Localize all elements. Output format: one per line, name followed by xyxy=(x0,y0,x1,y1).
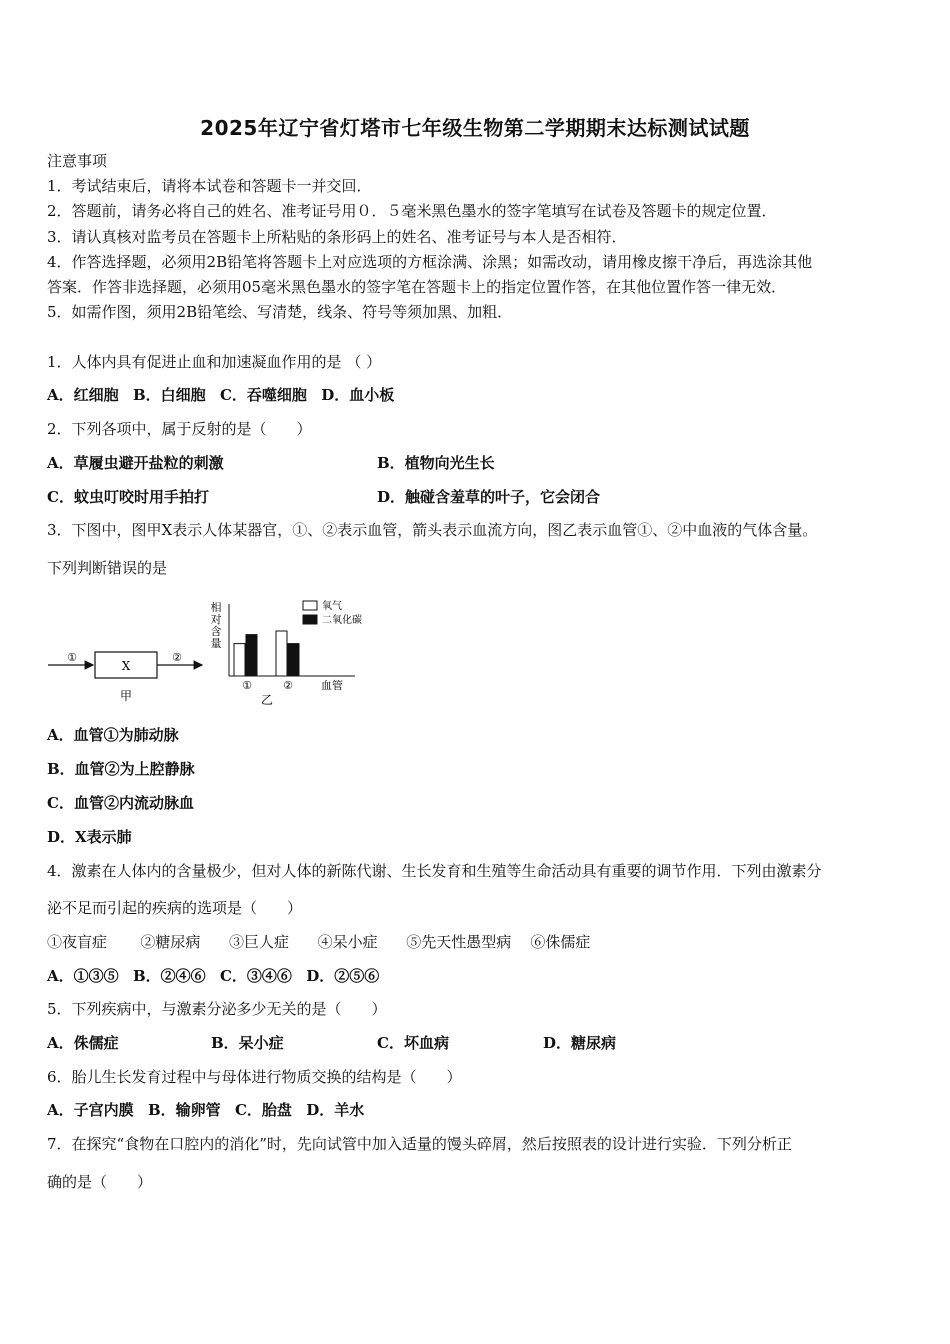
figure-jia xyxy=(45,640,205,708)
y-axis-char: 相 xyxy=(210,601,222,614)
option-c: C．胎盘 xyxy=(234,1101,292,1119)
question-4-stem: 4．激素在人体内的含量极少，但对人体的新陈代谢、生长发育和生殖等生命活动具有重要的调节作用．下列由激素分 xyxy=(47,862,822,880)
option-d: D．X表示肺 xyxy=(47,828,132,846)
question-7-stem-cont: 确的是（ ） xyxy=(47,1173,153,1191)
option-b: B．输卵管 xyxy=(147,1101,221,1119)
disease-item: ③巨人症 xyxy=(229,933,290,951)
bar-oxygen-vessel-1 xyxy=(234,644,245,676)
figure-yi-caption: 乙 xyxy=(260,693,274,707)
organ-x-label: X xyxy=(121,659,131,673)
option-d: D．触碰含羞草的叶子，它会闭合 xyxy=(377,488,601,506)
legend-co2-label: 二氧化碳 xyxy=(322,615,362,626)
disease-item: ⑥侏儒症 xyxy=(530,933,591,951)
option-b: B．②④⑥ xyxy=(132,967,206,985)
question-6-options xyxy=(47,1100,364,1120)
option-c: C．血管②内流动脉血 xyxy=(47,794,194,812)
x-tick-1: ① xyxy=(242,679,252,692)
question-6-stem: 6．胎儿生长发育过程中与母体进行物质交换的结构是（ ） xyxy=(47,1068,462,1086)
option-b: B．呆小症 xyxy=(211,1034,284,1052)
page-title: 2025年辽宁省灯塔市七年级生物第二学期期末达标测试试题 xyxy=(200,116,750,140)
option-d: D．羊水 xyxy=(306,1101,365,1119)
x-tick-2: ② xyxy=(283,679,293,692)
option-a: A．侏儒症 xyxy=(47,1034,119,1052)
vessel-2-label: ② xyxy=(172,651,182,664)
question-1-stem: 1．人体内具有促进止血和加速凝血作用的是 （ ） xyxy=(47,353,382,371)
disease-item: ②糖尿病 xyxy=(140,933,201,951)
notice-item: 答案．作答非选择题，必须用05毫米黑色墨水的签字笔在答题卡上的指定位置作答，在其他位置作答一律无效． xyxy=(47,278,787,296)
legend-oxygen-swatch xyxy=(303,601,317,610)
question-4-stem-cont: 泌不足而引起的疾病的选项是（ ） xyxy=(47,899,303,917)
question-5-stem: 5．下列疾病中，与激素分泌多少无关的是（ ） xyxy=(47,1000,387,1018)
option-c: C．坏血病 xyxy=(377,1034,449,1052)
y-axis-char: 对 xyxy=(210,613,222,626)
figure-yi-chart xyxy=(205,598,390,708)
disease-item: ①夜盲症 xyxy=(47,933,108,951)
legend-oxygen-label: 氧气 xyxy=(322,601,342,612)
disease-list xyxy=(47,932,590,952)
option-a: A．子宫内膜 xyxy=(47,1101,134,1119)
option-a: A．①③⑤ xyxy=(47,967,119,985)
question-4-options xyxy=(47,966,379,986)
option-c: C．③④⑥ xyxy=(219,967,292,985)
y-axis-char: 量 xyxy=(210,637,222,650)
option-d: D．糖尿病 xyxy=(543,1034,617,1052)
notice-item: 1．考试结束后，请将本试卷和答题卡一并交回． xyxy=(47,177,372,195)
notice-item: 3．请认真核对监考员在答题卡上所粘贴的条形码上的姓名、准考证号与本人是否相符． xyxy=(47,228,627,246)
option-a: A．血管①为肺动脉 xyxy=(47,726,179,744)
disease-item: ⑤先天性愚型病 xyxy=(406,933,512,951)
notice-item: 4．作答选择题，必须用2B铅笔将答题卡上对应选项的方框涂满、涂黑；如需改动，请用橡皮擦干净后，再选涂其他 xyxy=(47,253,813,271)
option-c: C．吞噬细胞 xyxy=(219,386,307,404)
notice-heading: 注意事项 xyxy=(47,152,108,170)
bar-co2-vessel-2 xyxy=(288,644,299,676)
option-b: B．血管②为上腔静脉 xyxy=(47,760,195,778)
question-3-stem: 3．下图中，图甲X表示人体某器官，①、②表示血管，箭头表示血流方向，图乙表示血管①、②中血液的气体含量。 xyxy=(47,521,818,539)
disease-item: ④呆小症 xyxy=(317,933,378,951)
option-d: D．②⑤⑥ xyxy=(306,967,380,985)
option-d: D．血小板 xyxy=(321,386,395,404)
bar-co2-vessel-1 xyxy=(246,635,257,676)
option-a: A．红细胞 xyxy=(47,386,119,404)
bar-oxygen-vessel-2 xyxy=(276,631,287,676)
question-3-stem-cont: 下列判断错误的是 xyxy=(47,559,168,577)
option-a: A．草履虫避开盐粒的刺激 xyxy=(47,454,224,472)
notice-item: 2．答题前，请务必将自己的姓名、准考证号用０．５毫米黑色墨水的签字笔填写在试卷及答题卡的规定位置． xyxy=(47,202,777,220)
question-2-stem: 2．下列各项中，属于反射的是（ ） xyxy=(47,420,312,438)
option-b: B．白细胞 xyxy=(132,386,206,404)
question-7-stem: 7．在探究“食物在口腔内的消化”时，先向试管中加入适量的馒头碎屑，然后按照表的设计进行实验．下列分析正 xyxy=(47,1135,792,1153)
option-b: B．植物向光生长 xyxy=(377,454,495,472)
y-axis-char: 含 xyxy=(210,625,222,638)
figure-jia-caption: 甲 xyxy=(119,689,133,703)
option-c: C．蚊虫叮咬时用手拍打 xyxy=(47,488,209,506)
vessel-1-label: ① xyxy=(67,651,77,664)
notice-item: 5．如需作图，须用2B铅笔绘、写清楚，线条、符号等须加黑、加粗． xyxy=(47,303,513,321)
question-1-options xyxy=(47,385,394,405)
legend-co2-swatch xyxy=(303,615,317,624)
x-axis-label: 血管 xyxy=(321,679,343,692)
